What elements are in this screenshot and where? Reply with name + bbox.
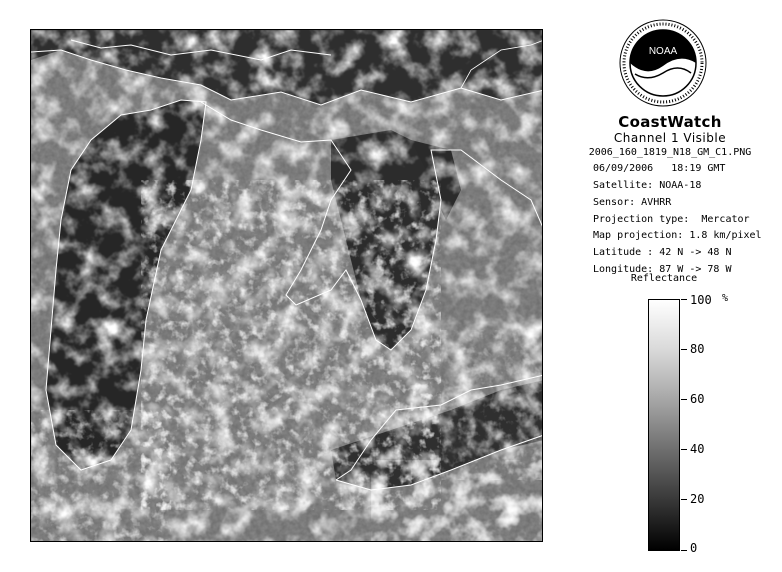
scale-tick: [681, 550, 687, 551]
scale-label-80: 80: [690, 342, 705, 356]
scale-label-40: 40: [690, 442, 705, 456]
scale-title: Reflectance: [630, 273, 698, 284]
projection-type: Projection type: Mercator: [593, 214, 750, 225]
noaa-logo: [618, 18, 708, 108]
noaa-logo-text: NOAA: [648, 46, 678, 57]
channel-label: Channel 1 Visible: [613, 131, 727, 145]
scale-tick: [681, 499, 687, 500]
scale-tick: [681, 299, 687, 300]
scale-unit: %: [722, 293, 729, 304]
reflectance-colorbar: [648, 299, 680, 551]
date-time: 06/09/2006 18:19 GMT: [593, 163, 726, 174]
product-title: CoastWatch: [618, 113, 722, 131]
latitude-range: Latitude : 42 N -> 48 N: [593, 247, 732, 258]
scale-label-60: 60: [690, 392, 705, 406]
scale-tick: [681, 449, 687, 450]
map-projection: Map projection: 1.8 km/pixel: [593, 230, 762, 241]
scale-label-20: 20: [690, 492, 705, 506]
satellite-image: [30, 29, 543, 542]
longitude-range: Longitude: 87 W -> 78 W: [593, 264, 732, 275]
filename: 2006_160_1819_N18_GM_C1.PNG: [588, 147, 752, 158]
scale-tick: [681, 349, 687, 350]
scale-label-100: 100: [690, 293, 712, 307]
satellite-info: Satellite: NOAA-18: [593, 180, 702, 191]
scale-tick: [681, 399, 687, 400]
sensor-info: Sensor: AVHRR: [593, 197, 672, 208]
scale-label-0: 0: [690, 541, 698, 555]
